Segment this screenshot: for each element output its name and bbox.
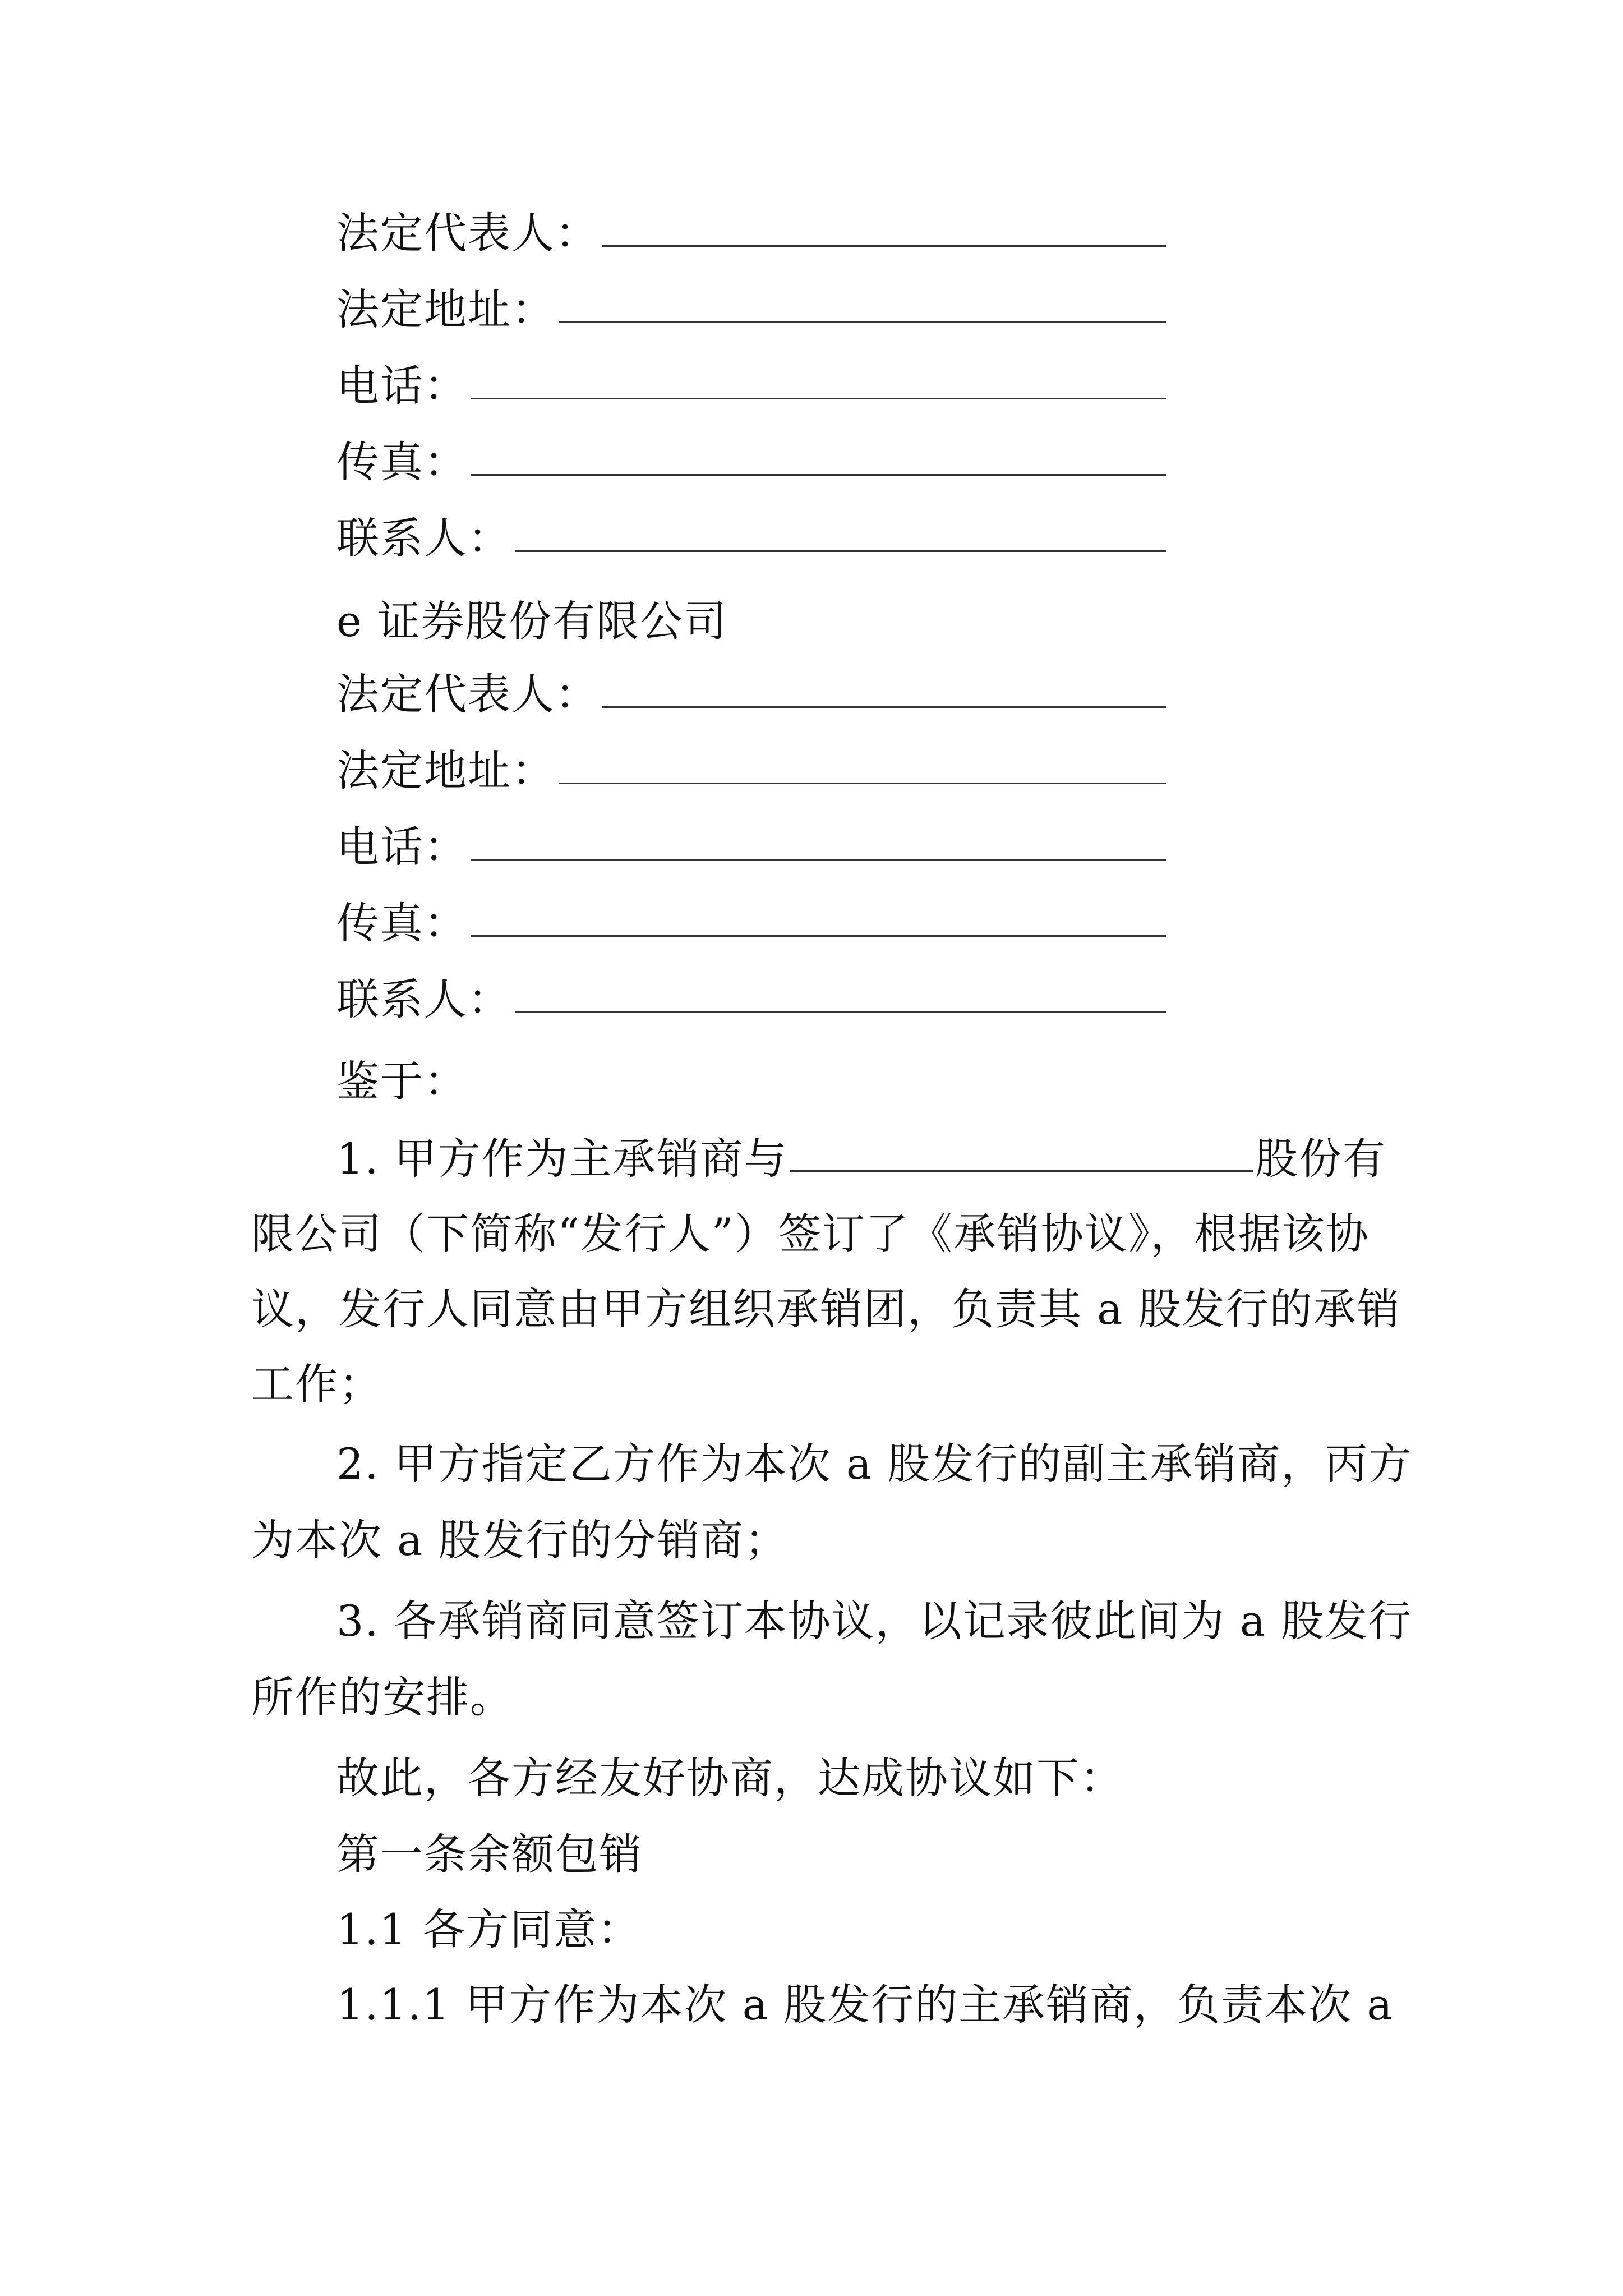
recital-1-suffix: 股份有 [1255,1134,1386,1184]
recital-1-line-3: 议，发行人同意由甲方组织承销团，负责其 a 股发行的承销 [251,1284,1401,1334]
party-d-contact-field [336,510,1166,567]
blank-line[interactable] [559,321,1166,323]
party-e-name: e 证券股份有限公司 [336,596,728,646]
recital-3-line-1: 3. 各承销商同意签订本协议，以记录彼此间为 a 股发行 [336,1596,1413,1646]
party-d-legal-rep-field [336,205,1166,261]
recital-2-line-1: 2. 甲方指定乙方作为本次 a 股发行的副主承销商，丙方 [336,1439,1413,1489]
recitals-heading: 鉴于： [336,1056,468,1106]
blank-line[interactable] [559,783,1166,784]
party-e-fax-field [336,895,1166,951]
party-e-address-field [336,743,1166,799]
field-label: 法定地址： [336,746,555,795]
party-d-address-field [336,282,1166,338]
blank-line[interactable] [471,474,1166,476]
recital-2-line-2: 为本次 a 股发行的分销商； [251,1515,789,1565]
recital-1-prefix: 1. 甲方作为主承销商与 [336,1134,788,1184]
agreement-intro: 故此，各方经友好协商，达成协议如下： [336,1753,1124,1803]
party-d-phone-field [336,358,1166,414]
field-label: 法定地址： [336,284,555,334]
blank-line[interactable] [471,935,1166,937]
party-e-contact-field [336,972,1166,1028]
blank-line[interactable] [471,398,1166,399]
field-label: 联系人： [336,513,511,563]
recital-1-line-2: 限公司（下简称“发行人”）签订了《承销协议》，根据该协 [251,1209,1370,1259]
recital-1-line-1 [336,1131,1386,1187]
field-label: 电话： [336,822,468,872]
party-e-legal-rep-field [336,666,1166,723]
field-label: 联系人： [336,974,511,1024]
blank-line[interactable] [471,859,1166,861]
issuer-name-blank[interactable] [790,1131,1253,1172]
blank-line[interactable] [602,706,1166,708]
blank-line[interactable] [515,1011,1166,1013]
field-label: 传真： [336,437,468,487]
field-label: 电话： [336,361,468,411]
clause-1-1-1: 1.1.1 甲方作为本次 a 股发行的主承销商，负责本次 a [336,1980,1394,2030]
article-1-title: 第一条余额包销 [336,1829,643,1879]
party-e-phone-field [336,819,1166,875]
blank-line[interactable] [602,245,1166,247]
field-label: 传真： [336,898,468,948]
blank-line[interactable] [515,550,1166,552]
clause-1-1: 1.1 各方同意： [336,1904,642,1954]
party-d-fax-field [336,434,1166,490]
recital-3-line-2: 所作的安排。 [251,1672,514,1722]
field-label: 法定代表人： [336,208,599,258]
recital-1-line-4: 工作； [251,1359,382,1409]
field-label: 法定代表人： [336,669,599,719]
